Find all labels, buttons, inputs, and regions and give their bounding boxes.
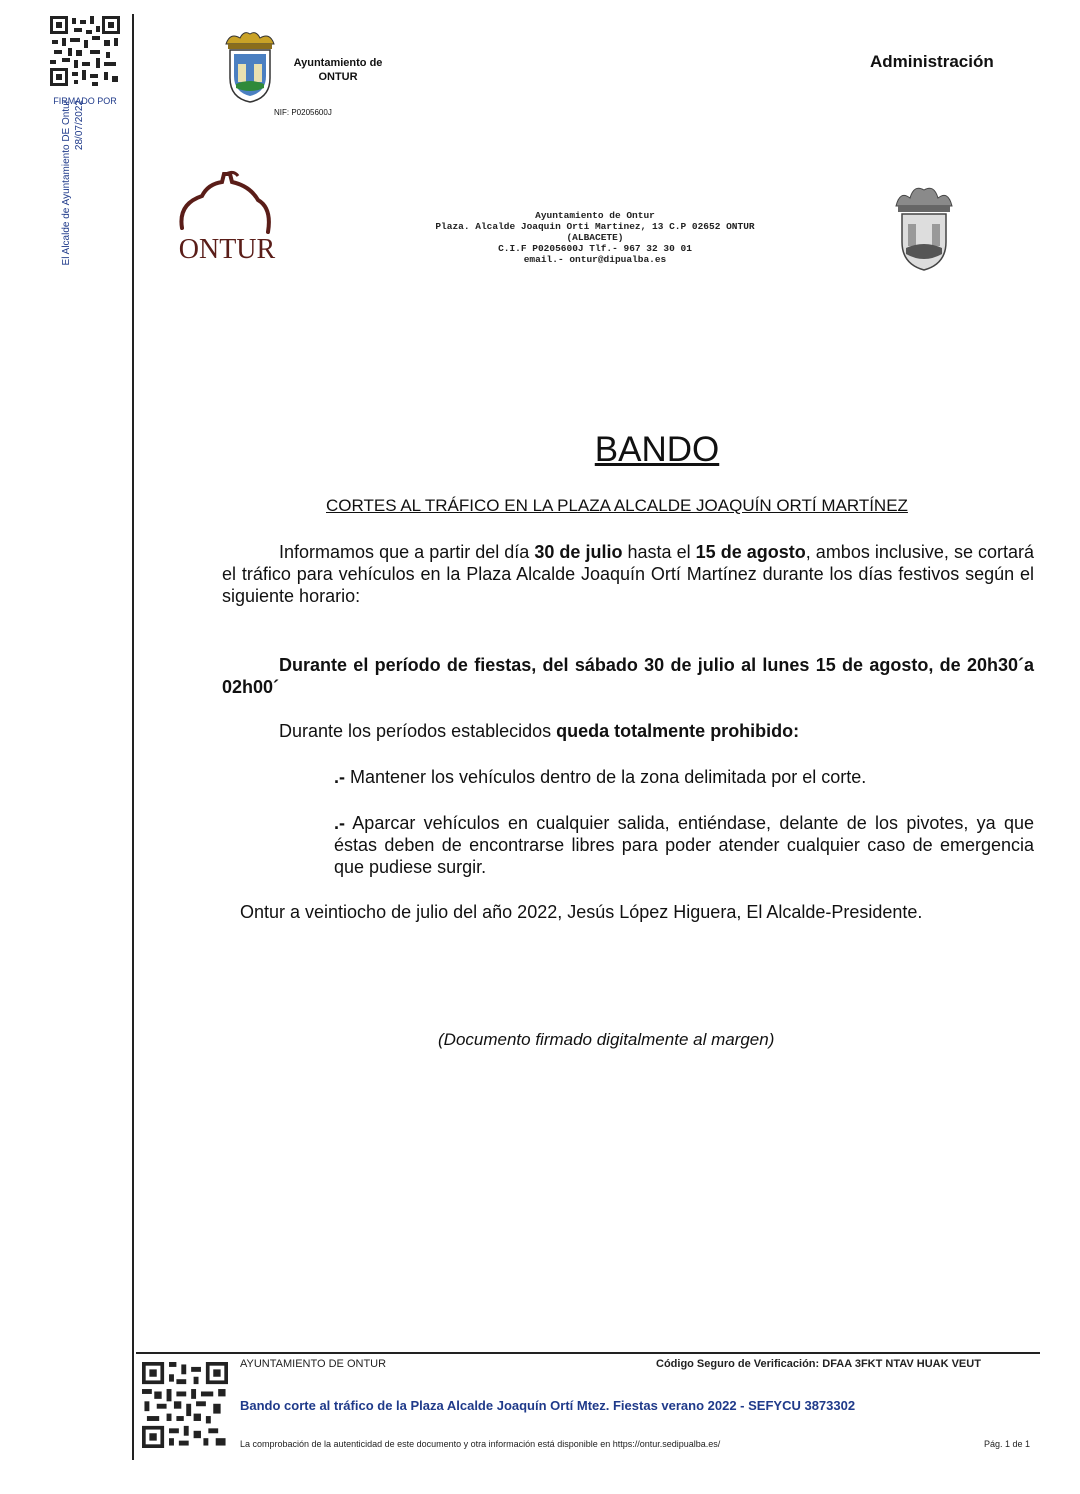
address-block <box>380 210 810 265</box>
footer-organization: AYUNTAMIENTO DE ONTUR <box>240 1358 387 1370</box>
signer-name: El Alcalde de Ayuntamiento DE Ontur <box>61 100 72 266</box>
digital-signature-note: (Documento firmado digitalmente al margen) <box>438 1030 775 1049</box>
ayuntamiento-label: Ayuntamiento de <box>293 57 383 69</box>
list-item: .- Mantener los vehículos dentro de la zona delimitada por el corte. <box>334 767 867 787</box>
address-line: C.I.F P0205600J Tlf.- 967 32 30 01 <box>498 243 692 254</box>
town-label: ONTUR <box>318 71 358 83</box>
signature-date: 28/07/2022 <box>74 100 85 151</box>
margin-divider <box>132 14 134 1460</box>
coat-of-arms-icon <box>220 28 280 104</box>
intro-paragraph: Informamos que a partir del día 30 de julio hasta el 15 de agosto, ambos inclusive, se cortará el tráfico para vehículos en la Plaza Alcalde Joaquín Ortí Martínez durante los días festivos según el siguiente horario: <box>222 542 1035 606</box>
signed-by-label: FIRMADO POR <box>53 96 117 106</box>
nif-label: NIF: P0205600J <box>274 108 332 117</box>
qr-code-footer <box>142 1362 228 1448</box>
address-line: Plaza. Alcalde Joaquin Orti Martinez, 13 C.P 02652 ONTUR <box>435 221 755 232</box>
verification-code: Código Seguro de Verificación: DFAA 3FKT NTAV HUAK VEUT <box>656 1358 981 1370</box>
section-label: Administración <box>870 52 994 71</box>
coat-of-arms-gray-icon <box>892 184 956 272</box>
qr-code-top <box>50 16 120 86</box>
page-number: Pág. 1 de 1 <box>984 1439 1031 1449</box>
svg-text:ONTUR: ONTUR <box>178 234 276 265</box>
prohibition-intro: Durante los períodos establecidos queda totalmente prohibido: <box>279 721 800 741</box>
document-title: BANDO <box>594 430 720 469</box>
list-item: .- Aparcar vehículos en cualquier salida, entiéndase, delante de los pivotes, ya que éstas deben de encontrarse libres para poder atender cualquier caso de emergencia que pudiese surgir. <box>334 813 1034 877</box>
footer-divider <box>136 1352 1040 1354</box>
authenticity-note: La comprobación de la autenticidad de este documento y otra información está disponible en https://ontur.sedipualba.es/ <box>240 1439 721 1449</box>
schedule-paragraph: Durante el período de fiestas, del sábado 30 de julio al lunes 15 de agosto, de 20h30´a 02h00´ <box>222 655 1034 697</box>
footer-document-title: Bando corte al tráfico de la Plaza Alcalde Joaquín Ortí Mtez. Fiestas verano 2022 - SEFYCU 3873302 <box>240 1398 856 1413</box>
address-line: Ayuntamiento de Ontur <box>535 210 655 221</box>
document-subtitle: CORTES AL TRÁFICO EN LA PLAZA ALCALDE JOAQUÍN ORTÍ MARTÍNEZ <box>326 496 908 515</box>
address-line: email.- ontur@dipualba.es <box>523 254 667 265</box>
municipality-header <box>288 56 388 84</box>
signoff-text: Ontur a veintiocho de julio del año 2022, Jesús López Higuera, El Alcalde-Presidente. <box>240 902 923 922</box>
address-line: (ALBACETE) <box>566 232 624 243</box>
signer-vertical-text <box>60 100 86 300</box>
ontur-logo-icon <box>168 168 286 284</box>
